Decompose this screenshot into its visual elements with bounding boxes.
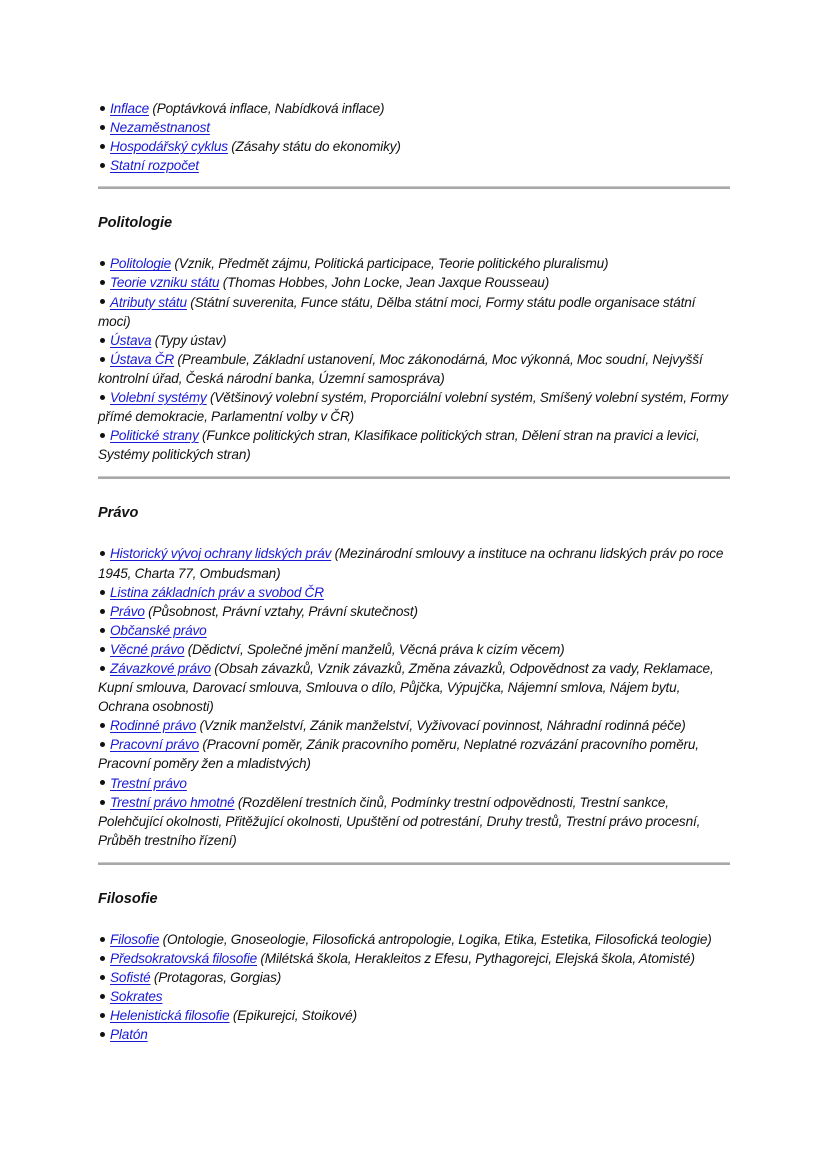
topic-description: (Thomas Hobbes, John Locke, Jean Jaxque Rousseau) — [219, 275, 550, 291]
topic-description: (Milétská škola, Herakleitos z Efesu, Pythagorejci, Elejská škola, Atomisté) — [257, 951, 695, 966]
list-item — [98, 949, 730, 968]
topic-description: (Pracovní poměr, Zánik pracovního poměru, Neplatné rozvázání pracovního poměru, Pracovní poměry žen a mladistvých) — [98, 737, 699, 772]
topic-description: (Státní suverenita, Funce státu, Dělba státní moci, Formy státu podle organisace státní moci) — [98, 294, 696, 329]
list-item — [98, 1025, 730, 1044]
bullet-icon — [100, 1032, 105, 1037]
topic-description: (Protagoras, Gorgias) — [150, 970, 282, 986]
bullet-icon — [100, 937, 105, 942]
topic-link[interactable]: Občanské právo — [110, 622, 207, 638]
topic-link[interactable]: Atributy státu — [110, 294, 187, 310]
list-item — [98, 735, 730, 773]
politologie-topic-list — [98, 254, 730, 464]
topic-link[interactable]: Rodinné právo — [110, 718, 197, 734]
topic-description: (Většinový volební systém, Proporciální volební systém, Smíšený volební systém, Formy přímé demokracie, Parlamentní volby v ČR) — [98, 390, 728, 425]
topic-link[interactable]: Volební systémy — [110, 390, 207, 406]
topic-description: (Vznik, Předmět zájmu, Politická participace, Teorie politického pluralismu) — [171, 256, 609, 272]
topic-link[interactable]: Politologie — [110, 256, 172, 272]
bullet-icon — [100, 106, 105, 111]
bullet-icon — [100, 338, 105, 343]
list-item — [98, 331, 730, 350]
bullet-icon — [100, 956, 105, 961]
section-title: Právo — [98, 505, 139, 522]
bullet-icon — [100, 609, 105, 614]
bullet-icon — [100, 125, 105, 130]
bullet-icon — [100, 144, 105, 149]
list-item — [98, 544, 730, 582]
list-item — [98, 640, 730, 659]
bullet-icon — [100, 647, 105, 652]
bullet-icon — [100, 590, 105, 595]
bullet-icon — [100, 299, 105, 304]
bullet-icon — [100, 780, 105, 785]
bullet-icon — [100, 433, 105, 438]
list-item — [98, 388, 730, 426]
bullet-icon — [100, 395, 105, 400]
topic-link[interactable]: Historický vývoj ochrany lidských práv — [110, 546, 332, 562]
topic-link[interactable]: Právo — [110, 603, 145, 619]
document-page — [98, 99, 730, 1044]
topic-description: (Ontologie, Gnoseologie, Filosofická antropologie, Logika, Etika, Estetika, Filosofická teologie) — [159, 931, 712, 947]
section-title: Filosofie — [98, 890, 158, 907]
topic-link[interactable]: Ústava — [110, 332, 152, 348]
topic-link[interactable]: Hospodářský cyklus — [110, 139, 228, 155]
section-divider — [98, 862, 730, 865]
topic-link[interactable]: Statní rozpočet — [110, 158, 199, 174]
topic-description: (Poptávková inflace, Nabídková inflace) — [149, 101, 385, 116]
bullet-icon — [100, 357, 105, 362]
section-title: Politologie — [98, 215, 173, 232]
bullet-icon — [100, 261, 105, 266]
list-item — [98, 137, 730, 156]
topic-description: (Dědictví, Společné jmění manželů, Věcná práva k cizím věcem) — [184, 641, 565, 657]
topic-link[interactable]: Sokrates — [110, 989, 163, 1005]
topic-description: (Rozdělení trestních činů, Podmínky trestní odpovědnosti, Trestní sankce, Polehčující okolnosti, Přitěžující okolnosti, Upuštění od potrestání, Druhy trestů, Trestní právo procesní, Průběh trestního řízení) — [98, 794, 701, 848]
topic-description: (Typy ústav) — [151, 332, 227, 348]
topic-link[interactable]: Předsokratovská filosofie — [110, 951, 258, 966]
filosofie-topic-list — [98, 930, 730, 1045]
bullet-icon — [100, 742, 105, 747]
list-item — [98, 99, 730, 118]
topic-link[interactable]: Filosofie — [110, 931, 160, 947]
topic-link[interactable]: Platón — [110, 1027, 148, 1043]
topic-description: (Epikurejci, Stoikové) — [229, 1008, 357, 1024]
bullet-icon — [100, 666, 105, 671]
list-item — [98, 293, 730, 331]
topic-link[interactable]: Ústava ČR — [110, 351, 175, 367]
topic-link[interactable]: Politické strany — [110, 428, 199, 444]
topic-link[interactable]: Věcné právo — [110, 641, 185, 657]
list-item — [98, 659, 730, 716]
bullet-icon — [100, 280, 105, 285]
economics-topic-list — [98, 99, 730, 175]
bullet-icon — [100, 800, 105, 805]
bullet-icon — [100, 551, 105, 556]
bullet-icon — [100, 163, 105, 168]
list-item — [98, 621, 730, 640]
bullet-icon — [100, 994, 105, 999]
section-divider — [98, 186, 730, 189]
list-item — [98, 987, 730, 1006]
list-item — [98, 350, 730, 388]
topic-link[interactable]: Nezaměstnanost — [110, 120, 210, 136]
list-item — [98, 774, 730, 793]
topic-link[interactable]: Trestní právo hmotné — [110, 794, 235, 810]
section-filosofie — [98, 889, 730, 1045]
list-item — [98, 930, 730, 949]
topic-description: (Zásahy státu do ekonomiky) — [227, 139, 401, 155]
topic-link[interactable]: Inflace — [110, 101, 150, 116]
list-item — [98, 118, 730, 137]
topic-link[interactable]: Helenistická filosofie — [110, 1008, 230, 1024]
bullet-icon — [100, 723, 105, 728]
list-item — [98, 583, 730, 602]
topic-link[interactable]: Trestní právo — [110, 775, 187, 791]
pravo-topic-list — [98, 544, 730, 850]
topic-description: (Obsah závazků, Vznik závazků, Změna závazků, Odpovědnost za vady, Reklamace, Kupní smlouva, Darovací smlouva, Smlouva o dílo, Půjčka, Výpujčka, Nájemní smlova, Nájem bytu, Ochrana osobnosti) — [98, 660, 714, 715]
topic-link[interactable]: Sofisté — [110, 970, 151, 986]
topic-description: (Funkce politických stran, Klasifikace politických stran, Dělení stran na pravici a levici, Systémy politických stran) — [98, 428, 700, 463]
topic-description: (Působnost, Právní vztahy, Právní skutečnost) — [144, 603, 418, 619]
list-item — [98, 602, 730, 621]
topic-link[interactable]: Teorie vzniku státu — [110, 275, 220, 291]
list-item — [98, 156, 730, 175]
list-item — [98, 254, 730, 273]
list-item — [98, 1006, 730, 1025]
list-item — [98, 426, 730, 464]
topic-link[interactable]: Závazkové právo — [110, 660, 211, 676]
list-item — [98, 793, 730, 850]
topic-description: (Preambule, Základní ustanovení, Moc zákonodárná, Moc výkonná, Moc soudní, Nejvyšší kontrolní úřad, Česká národní banka, Územní samospráva) — [98, 351, 703, 386]
list-item — [98, 716, 730, 735]
bullet-icon — [100, 628, 105, 633]
section-politologie — [98, 213, 730, 464]
list-item — [98, 273, 730, 292]
topic-link[interactable]: Pracovní právo — [110, 737, 200, 753]
list-item — [98, 968, 730, 987]
bullet-icon — [100, 975, 105, 980]
topic-description: (Mezinárodní smlouvy a instituce na ochranu lidských práv po roce 1945, Charta 77, Ombudsman) — [98, 546, 724, 581]
topic-link[interactable]: Listina základních práv a svobod ČR — [110, 584, 324, 600]
section-pravo — [98, 503, 730, 850]
bullet-icon — [100, 1013, 105, 1018]
section-divider — [98, 476, 730, 479]
topic-description: (Vznik manželství, Zánik manželství, Vyživovací povinnost, Náhradní rodinná péče) — [196, 718, 686, 734]
